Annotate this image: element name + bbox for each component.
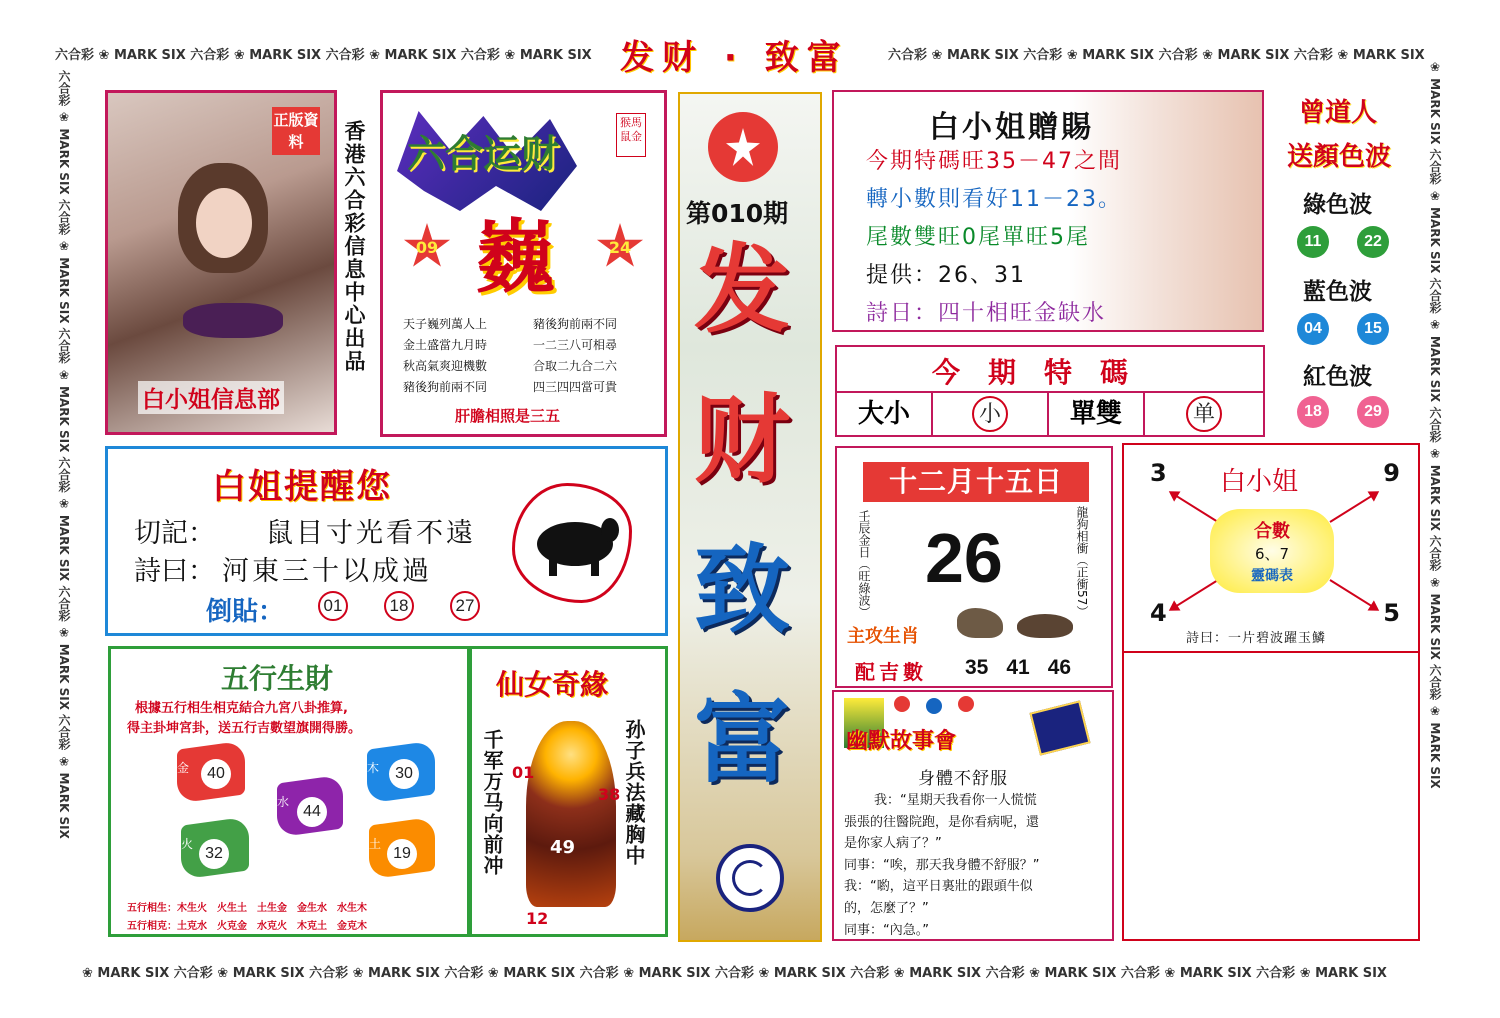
fairy-number-4: 12: [526, 909, 549, 928]
arrow-icon: [1329, 491, 1378, 522]
fairy-number-3: 49: [550, 837, 576, 858]
fortune-footer: 肝膽相照是三五: [455, 407, 561, 425]
pig-leg: [591, 560, 599, 576]
flag-element: 木: [367, 761, 380, 775]
fairy-number-2: 38: [598, 785, 621, 804]
back-paste-label: 倒貼：: [206, 597, 285, 627]
center-title-3: 致: [694, 534, 790, 646]
lucky-number: 35: [965, 656, 989, 679]
joke-line: 是你家人病了？”: [844, 836, 942, 852]
big-character: 巍: [475, 211, 555, 304]
wuxing-ke: 五行相克：土克水 火克金 水克火 木克土 金克木: [127, 921, 367, 932]
top-banner-title: 发财 · 致富: [620, 38, 849, 78]
poem-line: 一二三八可相尋: [533, 338, 618, 352]
center-title-1: 发: [694, 234, 790, 346]
calendar-big-number: 26: [925, 519, 1003, 597]
deity-figure: [526, 721, 616, 907]
fairy-number-1: 01: [512, 763, 535, 782]
number-ball: 29: [1357, 396, 1389, 428]
green-wave-label: 綠色波: [1303, 192, 1372, 218]
special-code-panel: [835, 345, 1265, 437]
flag-number: 40: [201, 759, 231, 789]
star-left-number: 09: [415, 238, 439, 257]
flag-element: 土: [369, 837, 382, 851]
fairy-left-verse: 千军万马向前冲: [480, 729, 504, 876]
joke-line: 同事：“唉，那天我身體不舒服？”: [844, 857, 1040, 873]
arrow-icon: [1329, 579, 1378, 610]
joke-line: 同事：“內急。”: [844, 922, 929, 938]
color-wave-title-1: 曾道人: [1299, 98, 1378, 128]
blue-wave-balls: [1297, 313, 1389, 345]
size-value-cell: [933, 393, 1049, 435]
book-icon: [1029, 700, 1090, 755]
joke-body: [844, 790, 1112, 941]
center-title-4: 富: [694, 684, 790, 796]
gift-title: 白小姐贈賜: [929, 110, 1094, 145]
fairy-panel: [470, 646, 668, 937]
publisher-vertical-text: 香港六合彩信息中心出品: [342, 120, 366, 373]
bai-panel-lower: [1122, 653, 1420, 941]
pig-leg: [549, 560, 557, 576]
top-border-strip-left: 六合彩 ❀ MARK SIX 六合彩 ❀ MARK SIX 六合彩 ❀ MARK SIX 六合彩 ❀ MARK SIX: [55, 48, 592, 63]
bauhinia-flower-icon: [726, 128, 760, 166]
flag-number: 32: [199, 839, 229, 869]
photo-panel: [105, 90, 337, 435]
joke-line: 我：“星期天我看你一人慌慌: [874, 793, 1037, 808]
top-border-strip-right: 六合彩 ❀ MARK SIX 六合彩 ❀ MARK SIX 六合彩 ❀ MARK SIX 六合彩 ❀ MARK SIX: [888, 48, 1425, 63]
calendar-date: 十二月十五日: [863, 462, 1089, 502]
official-badge: 正版資料: [272, 107, 320, 155]
reminder-line2-label: 詩曰：: [134, 556, 215, 587]
wuxing-panel: [108, 646, 470, 937]
back-paste-numbers: [318, 591, 480, 621]
gift-line-1: 今期特碼旺35－47之間: [866, 149, 1122, 174]
gift-line-5: 詩日：四十相旺金缺水: [866, 301, 1107, 326]
flag-element: 火: [181, 837, 194, 851]
joke-line: 的，怎麼了？”: [844, 900, 929, 916]
calendar-right-note: 龍狗相衝（正衝57）: [1075, 506, 1089, 618]
gift-panel: [832, 90, 1264, 332]
flag-number: 44: [297, 797, 327, 827]
pig-head: [601, 518, 619, 542]
issue-number: 第010期: [686, 199, 789, 228]
red-wave-balls: [1297, 396, 1389, 428]
gift-line-2: 轉小數則看好11－23。: [866, 187, 1122, 212]
fairy-right-verse: 孙子兵法藏胸中: [622, 719, 646, 866]
odd-even-value-cell: [1145, 393, 1263, 435]
size-label: 大小: [837, 393, 933, 435]
odd-even-label: 單雙: [1049, 393, 1145, 435]
calendar-panel: [835, 446, 1113, 688]
joke-line: 張張的往醫院跑，是你看病呢，還: [844, 814, 1040, 830]
lucky-sum-box: [1210, 509, 1334, 593]
flower-icon: [926, 698, 942, 714]
bai-title: 白小姐: [1220, 467, 1299, 497]
right-border-strip: ❀ MARK SIX 六合彩 ❀ MARK SIX 六合彩 ❀ MARK SIX 六合彩 ❀ MARK SIX 六合彩 ❀ MARK SIX 六合彩 ❀ MARK SIX: [1428, 60, 1442, 789]
number-ball: 15: [1357, 313, 1389, 345]
number-ball: 22: [1357, 226, 1389, 258]
center-column: [678, 92, 822, 942]
flag-number: 30: [389, 759, 419, 789]
lucky-number-label: 配吉數: [855, 660, 927, 684]
number-ball: 11: [1297, 226, 1329, 258]
blue-wave-label: 藍色波: [1303, 279, 1372, 305]
color-wave-panel: [1275, 90, 1415, 435]
hkjc-logo-icon: [716, 844, 784, 912]
joke-title: 幽默故事會: [846, 729, 957, 754]
reminder-panel: [105, 446, 668, 636]
poem-line: 秋高氣爽迎機數: [403, 359, 488, 373]
color-wave-title-2: 送顏色波: [1287, 142, 1392, 172]
red-wave-label: 紅色波: [1303, 364, 1372, 390]
gift-line-3: 尾數雙旺0尾單旺5尾: [866, 225, 1090, 250]
fortune-poem: [403, 315, 653, 395]
reminder-line1-label: 切記：: [134, 518, 215, 549]
special-code-title: 今期特碼: [932, 356, 1157, 389]
lucky-number: 41: [1006, 656, 1030, 679]
star-right-number: 24: [608, 238, 632, 257]
number-ball: 18: [1297, 396, 1329, 428]
lucky-numbers: [965, 656, 1071, 680]
flag-element: 金: [177, 761, 190, 775]
portrait-outfit: [183, 303, 283, 338]
flower-icon: [894, 696, 910, 712]
lucky-number: 46: [1047, 656, 1072, 679]
reminder-line2-text: 河東三十以成過: [222, 556, 432, 587]
flag-element: 水: [277, 795, 290, 809]
bauhinia-emblem-icon: [708, 112, 778, 182]
reminder-title: 白姐提醒您: [212, 467, 392, 507]
corner-top-left: 3: [1150, 459, 1167, 487]
size-value: 小: [972, 396, 1008, 432]
pig-frame: [512, 483, 632, 603]
seal-stamp: 猴馬 鼠金: [616, 113, 646, 157]
fortune-title: 六合运财: [407, 132, 560, 176]
fortune-panel: [380, 90, 667, 437]
poem-line: 天子巍列萬人上: [403, 317, 488, 331]
rat-icon: [1017, 614, 1073, 638]
special-code-row: [837, 391, 1263, 435]
poem-line: 豬後狗前兩不同: [533, 317, 618, 331]
main-zodiac-label: 主攻生肖: [847, 626, 919, 647]
portrait-face: [196, 188, 252, 258]
sum-numbers: 6、7: [1254, 545, 1290, 563]
joke-line: 我：“喲，這平日裏壯的跟頭牛似: [844, 879, 1033, 895]
number-ball: 04: [1297, 313, 1329, 345]
odd-even-value: 单: [1186, 396, 1222, 432]
wuxing-desc-1: 根據五行相生相克結合九宮八卦推算,: [135, 701, 348, 716]
joke-panel: [832, 690, 1114, 941]
wuxing-desc-2: 得主卦坤宮卦，送五行吉數望旗開得勝。: [127, 721, 362, 736]
photo-caption: 白小姐信息部: [138, 381, 284, 414]
green-wave-balls: [1297, 226, 1389, 258]
left-border-strip: 六合彩 ❀ MARK SIX 六合彩 ❀ MARK SIX 六合彩 ❀ MARK SIX 六合彩 ❀ MARK SIX 六合彩 ❀ MARK SIX 六合彩 ❀ MARK SIX: [57, 70, 71, 839]
flower-icon: [958, 696, 974, 712]
reminder-line1-text: 鼠目寸光看不遠: [266, 518, 476, 549]
corner-top-right: 9: [1383, 459, 1400, 487]
corner-bottom-left: 4: [1150, 599, 1167, 627]
poem-line: 四三四四當可貴: [533, 380, 618, 394]
dog-icon: [957, 608, 1003, 638]
back-paste-ball: 27: [450, 591, 480, 621]
poem-line: 合取二九合二六: [533, 359, 618, 373]
wuxing-title: 五行生財: [221, 662, 334, 695]
joke-subtitle: 身體不舒服: [918, 769, 1008, 789]
bottom-border-strip: ❀ MARK SIX 六合彩 ❀ MARK SIX 六合彩 ❀ MARK SIX 六合彩 ❀ MARK SIX 六合彩 ❀ MARK SIX 六合彩 ❀ MARK SIX 六合彩 ❀ MARK SIX 六合彩 ❀ MARK SIX 六合彩 ❀ MARK SIX 六合彩 ❀ MARK SIX: [82, 966, 1387, 981]
back-paste-ball: 18: [384, 591, 414, 621]
sum-subtitle: 靈碼表: [1251, 568, 1293, 584]
corner-bottom-right: 5: [1383, 599, 1400, 627]
bai-poem: 詩曰：一片碧波躍玉鱗: [1186, 631, 1327, 646]
sum-title: 合數: [1254, 521, 1290, 542]
calendar-left-note: 壬辰金日（旺綠波）: [857, 510, 871, 618]
gift-line-4: 提供：26、31: [866, 263, 1026, 288]
poem-line: 金土盛當九月時: [403, 338, 488, 352]
center-title-2: 财: [694, 384, 790, 496]
poem-line: 豬後狗前兩不同: [403, 380, 488, 394]
fairy-title: 仙女奇緣: [496, 668, 609, 701]
hkjc-logo-mark: [732, 860, 768, 896]
wuxing-sheng: 五行相生：木生火 火生土 土生金 金生水 水生木: [127, 903, 367, 914]
back-paste-ball: 01: [318, 591, 348, 621]
flag-number: 19: [387, 839, 417, 869]
bai-panel: [1122, 443, 1420, 653]
